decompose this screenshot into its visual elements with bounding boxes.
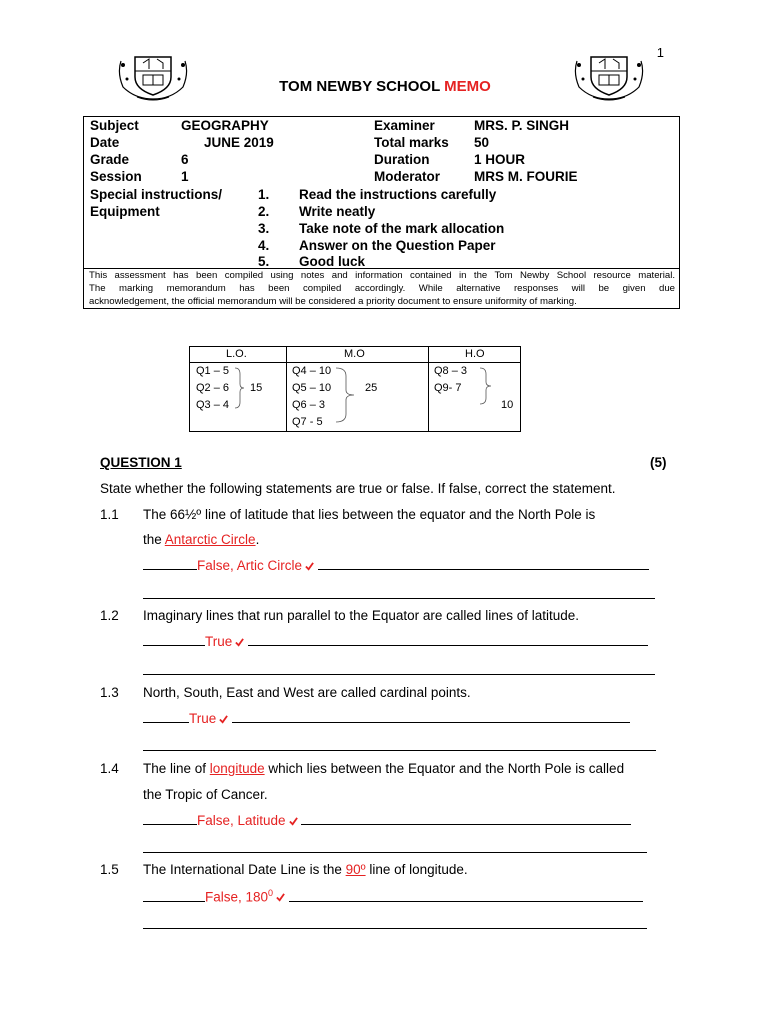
ho-item: Q9- 7 [434,382,462,394]
mo-item: Q4 – 10 [292,365,332,377]
ho-brace [478,366,494,406]
statement-part: The line of [143,761,210,776]
check-mark-icon [219,715,228,724]
statement-part: the [143,532,165,547]
table-header-ho: H.O [465,348,485,360]
item-number: 1.3 [100,685,119,700]
note-line: The marking memorandum has been compiled accordingly. While alternative responses will be given due [89,283,675,294]
session-label: Session [90,169,142,184]
statement-highlight: Antarctic Circle [164,532,256,547]
examiner-label: Examiner [374,118,435,133]
answer-line [143,711,630,726]
answer-line [143,888,643,905]
table-column-divider [286,346,287,432]
instruction-num: 1. [258,187,270,202]
mo-item: Q6 – 3 [292,399,326,411]
statement-part: line of longitude. [365,862,468,877]
lo-item: Q1 – 5 [196,365,230,377]
answer-blank [143,721,189,723]
note-line: This assessment has been compiled using notes and information contained in the Tom Newby School resource material. [89,270,675,281]
answer-text: True [189,711,217,726]
answer-rule [143,852,647,853]
page-number: 1 [656,45,664,60]
duration-label: Duration [374,152,430,167]
lo-item: Q3 – 4 [196,399,230,411]
mo-item: Q7 - 5 [292,416,323,428]
instruction-text: Take note of the mark allocation [299,221,505,236]
statement-text [143,532,259,547]
answer-rule [143,928,647,929]
memo-title [0,78,770,95]
answer-text: False, Latitude [197,813,286,828]
answer-blank [301,823,631,825]
statement-text: the Tropic of Cancer. [143,787,268,802]
instruction-num: 5. [258,254,270,269]
answer-rule [143,674,655,675]
statement-text: Imaginary lines that run parallel to the Equator are called lines of latitude. [143,608,580,623]
item-number: 1.1 [100,507,119,522]
question-heading: QUESTION 1 [100,455,182,470]
total-marks-label: Total marks [374,135,449,150]
statement-part: . [255,532,260,547]
answer-text: True [205,634,233,649]
check-mark-icon [235,638,244,647]
date-label: Date [90,135,120,150]
answer-blank [248,644,648,646]
memo-label: MEMO [444,78,491,95]
table-header-mo: M.O [344,348,365,360]
answer-text: False, Artic Circle [197,558,303,573]
statement-highlight: 90º [345,862,366,877]
answer-line [143,813,631,828]
examiner-value: MRS. P. SINGH [474,118,570,133]
equipment-label: Equipment [90,204,160,219]
statement-text [143,761,624,776]
table-header-lo: L.O. [226,348,247,360]
date-value: JUNE 2019 [204,135,274,150]
statement-highlight: longitude [209,761,265,776]
statement-part: which lies between the Equator and the North Pole is called [264,761,625,776]
grade-value: 6 [181,152,189,167]
answer-line [143,558,649,573]
school-name: TOM NEWBY SCHOOL [279,78,440,95]
instruction-num: 2. [258,204,270,219]
subject-value: GEOGRAPHY [181,118,269,133]
answer-blank [143,823,197,825]
mo-brace [334,366,364,424]
grade-label: Grade [90,152,130,167]
ho-item: Q8 – 3 [434,365,468,377]
answer-blank [143,568,197,570]
item-number: 1.2 [100,608,119,623]
instruction-num: 4. [258,238,270,253]
check-mark-icon [305,562,314,571]
instruction-text: Read the instructions carefully [299,187,497,202]
lo-brace [234,366,246,410]
statement-text: The 66½º line of latitude that lies between the equator and the North Pole is [143,507,596,522]
answer-superscript: 0 [268,888,274,898]
check-mark-icon [276,893,285,902]
ho-total: 10 [501,399,514,411]
answer-rule [143,750,656,751]
lo-total: 15 [250,382,263,394]
instruction-text: Write neatly [299,204,376,219]
session-value: 1 [181,169,189,184]
subject-label: Subject [90,118,139,133]
statement-part: The International Date Line is the [143,862,346,877]
lo-item: Q2 – 6 [196,382,230,394]
answer-blank [289,900,643,902]
mo-total: 25 [365,382,378,394]
duration-value: 1 HOUR [474,152,526,167]
table-column-divider [428,346,429,432]
statement-text: North, South, East and West are called cardinal points. [143,685,471,700]
special-instructions-label: Special instructions/ [90,187,223,202]
item-number: 1.5 [100,862,119,877]
answer-line [143,634,648,649]
moderator-label: Moderator [374,169,441,184]
question-marks: (5) [650,455,667,470]
answer-blank [318,568,649,570]
note-line: acknowledgement, the official memorandum will be considered a priority document to ensure uniformity of marking. [89,296,577,307]
total-marks-value: 50 [474,135,490,150]
answer-blank [143,900,205,902]
mo-item: Q5 – 10 [292,382,332,394]
answer-text: False, 180 [205,889,269,905]
instruction-text: Answer on the Question Paper [299,238,496,253]
instruction-text: Good luck [299,254,366,269]
statement-text [143,862,468,877]
answer-rule [143,598,655,599]
check-mark-icon [289,817,298,826]
question-instruction: State whether the following statements are true or false. If false, correct the statement. [100,481,616,496]
item-number: 1.4 [100,761,119,776]
answer-blank [143,644,205,646]
instruction-num: 3. [258,221,270,236]
moderator-value: MRS M. FOURIE [474,169,578,184]
answer-blank [232,721,630,723]
assessment-note [89,269,675,308]
